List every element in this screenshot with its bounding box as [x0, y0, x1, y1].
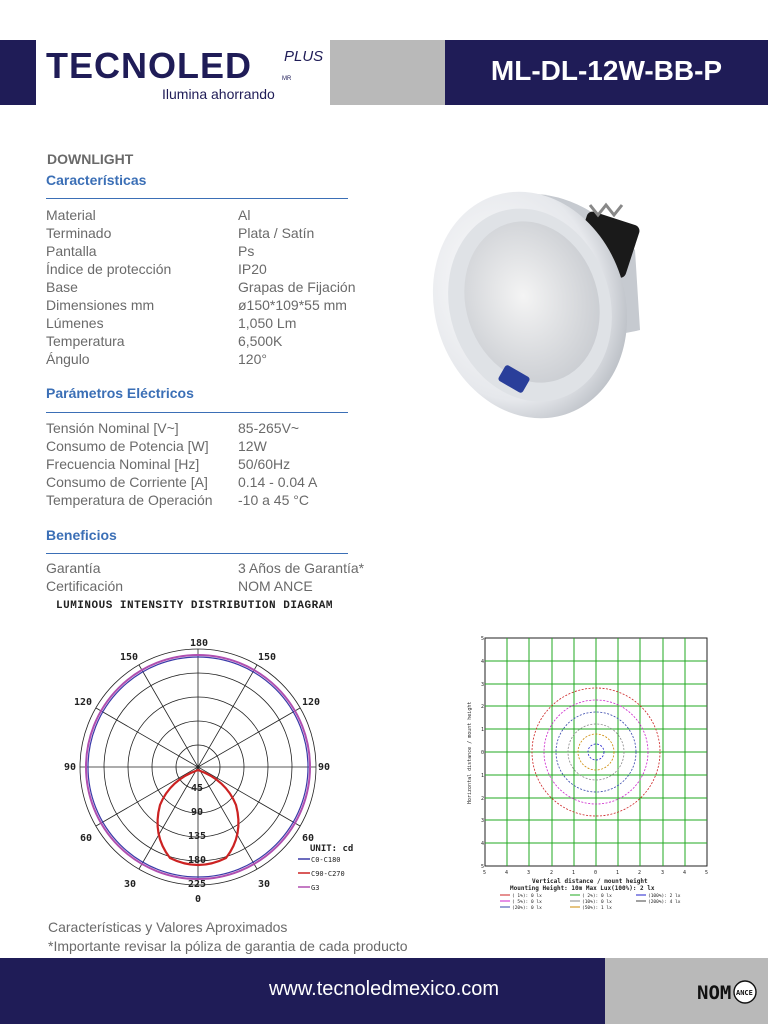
y-tick: 3: [481, 682, 485, 688]
spec-label: Terminado: [46, 225, 112, 241]
spec-value: 0.14 - 0.04 A: [238, 474, 318, 490]
spec-value: Grapas de Fijación: [238, 279, 356, 295]
spec-value: 50/60Hz: [238, 456, 291, 472]
spec-label: Temperatura: [46, 333, 125, 349]
header-left-bar: [0, 40, 36, 105]
spec-value: 120°: [238, 351, 267, 367]
spec-label: Material: [46, 207, 96, 223]
spec-label: Tensión Nominal [V~]: [46, 420, 179, 436]
spec-value: IP20: [238, 261, 267, 277]
caracteristicas-rule: [46, 198, 348, 199]
angle-label-150-left: 150: [120, 652, 139, 663]
y-tick: 1: [481, 773, 485, 779]
spec-value: 12W: [238, 438, 267, 454]
polar-diagram-title: LUMINOUS INTENSITY DISTRIBUTION DIAGRAM: [56, 600, 333, 612]
spec-value: 1,050 Lm: [238, 315, 297, 331]
nom-ance-certification-logo: [697, 977, 759, 1007]
website-link[interactable]: www.tecnoledmexico.com: [268, 978, 500, 1000]
radial-label-90: 90: [191, 807, 204, 818]
y-tick: 1: [481, 727, 485, 733]
electricos-heading: Parámetros Eléctricos: [46, 385, 194, 401]
angle-label-120-left: 120: [74, 697, 93, 708]
brand-registered-mark: MR: [282, 76, 292, 82]
x-tick: 2: [638, 870, 642, 876]
y-tick: 2: [481, 796, 485, 802]
note-warranty: *Importante revisar la póliza de garantia de cada producto: [48, 938, 408, 954]
angle-label-90-left: 90: [64, 762, 77, 773]
spec-label: Consumo de Corriente [A]: [46, 474, 208, 490]
y-tick: 0: [481, 750, 485, 756]
y-tick: 2: [481, 704, 485, 710]
footer-notes: [48, 918, 408, 956]
x-tick: 3: [527, 870, 531, 876]
angle-label-60-right: 60: [302, 833, 315, 844]
x-tick: 3: [661, 870, 665, 876]
polar-unit-label: UNIT: cd: [310, 844, 354, 854]
spec-label: Ángulo: [46, 351, 90, 367]
spec-label: Frecuencia Nominal [Hz]: [46, 456, 200, 472]
spec-label: Lúmenes: [46, 315, 104, 331]
angle-label-120-right: 120: [302, 697, 321, 708]
radial-label-180: 180: [188, 855, 207, 866]
radial-label-135: 135: [188, 831, 207, 842]
angle-label-0: 0: [195, 894, 202, 905]
x-tick: 1: [616, 870, 620, 876]
beneficios-heading: Beneficios: [46, 527, 117, 543]
spec-label: Dimensiones mm: [46, 297, 155, 313]
illuminance-diagram: [460, 632, 720, 912]
angle-label-60-left: 60: [80, 833, 93, 844]
y-tick: 4: [481, 841, 485, 847]
spec-label: Índice de protección: [46, 261, 172, 277]
x-tick: 5: [483, 870, 487, 876]
spec-label: Garantía: [46, 560, 101, 576]
spec-value: 3 Años de Garantía*: [238, 560, 365, 576]
polar-legend-c90: C90-C270: [311, 870, 345, 878]
beneficios-rule: [46, 553, 348, 554]
x-tick: 4: [683, 870, 687, 876]
lux-legend-item: (20%): 0 lx: [512, 906, 542, 911]
spec-label: Base: [46, 279, 78, 295]
lux-legend-item: (50%): 1 lx: [582, 906, 612, 911]
ance-logo-text: ANCE: [736, 989, 753, 997]
header-gray-block: [330, 40, 445, 105]
angle-label-180: 180: [190, 638, 209, 649]
x-tick: 4: [505, 870, 509, 876]
caracteristicas-heading: Características: [46, 172, 147, 188]
brand-tagline: Ilumina ahorrando: [162, 86, 275, 102]
y-tick: 5: [481, 636, 485, 642]
lux-legend-item: (200%): 4 lx: [648, 900, 681, 905]
x-axis-title: Vertical distance / mount height: [532, 878, 648, 885]
angle-label-30-right: 30: [258, 879, 271, 890]
y-tick: 3: [481, 818, 485, 824]
polar-legend-g3: G3: [311, 884, 320, 892]
lux-legend-item: (10%): 0 lx: [582, 900, 612, 905]
lux-legend-item: (100%): 2 lx: [648, 894, 681, 899]
radial-label-45: 45: [191, 783, 204, 794]
x-tick: 1: [572, 870, 576, 876]
spec-value: Plata / Satín: [238, 225, 315, 241]
brand-plus-label: PLUS: [284, 48, 324, 65]
spec-value: Al: [238, 207, 251, 223]
spec-label: Temperatura de Operación: [46, 492, 213, 508]
x-tick: 0: [594, 870, 598, 876]
angle-label-90-right: 90: [318, 762, 331, 773]
spec-label: Consumo de Potencia [W]: [46, 438, 209, 454]
model-number: ML-DL-12W-BB-P: [490, 55, 723, 86]
illuminance-info: Mounting Height: 10m Max Lux(100%): 2 lx: [510, 885, 655, 892]
brand-logo: TECNOLED: [46, 45, 252, 86]
angle-label-150-right: 150: [258, 652, 277, 663]
y-tick: 4: [481, 659, 485, 665]
lux-legend-item: ( 5%): 0 lx: [512, 900, 542, 905]
spec-value: ø150*109*55 mm: [238, 297, 347, 313]
y-tick: 5: [481, 864, 485, 870]
spec-value: Ps: [238, 243, 255, 259]
nom-logo-text: NOM: [697, 982, 732, 1004]
spec-value: NOM ANCE: [238, 578, 313, 594]
spec-value: 6,500K: [238, 333, 283, 349]
polar-legend-c0: C0-C180: [311, 856, 341, 864]
spec-value: 85-265V~: [238, 420, 300, 436]
x-tick: 2: [550, 870, 554, 876]
spec-label: Pantalla: [46, 243, 97, 259]
polar-grid: [80, 649, 316, 885]
spec-label: Certificación: [46, 578, 124, 594]
polar-diagram: [60, 630, 360, 910]
lux-legend-item: ( 1%): 0 lx: [512, 894, 542, 899]
spec-value: -10 a 45 °C: [238, 492, 309, 508]
y-axis-title: Horizontal distance / mount height: [467, 701, 473, 804]
lux-legend-item: ( 2%): 0 lx: [582, 894, 612, 899]
product-type-heading: DOWNLIGHT: [47, 151, 134, 167]
electricos-rule: [46, 412, 348, 413]
x-tick: 5: [705, 870, 709, 876]
radial-label-225: 225: [188, 879, 207, 890]
note-approx-values: Características y Valores Aproximados: [48, 919, 288, 935]
angle-label-30-left: 30: [124, 879, 137, 890]
downlight-product-image: [430, 180, 660, 430]
